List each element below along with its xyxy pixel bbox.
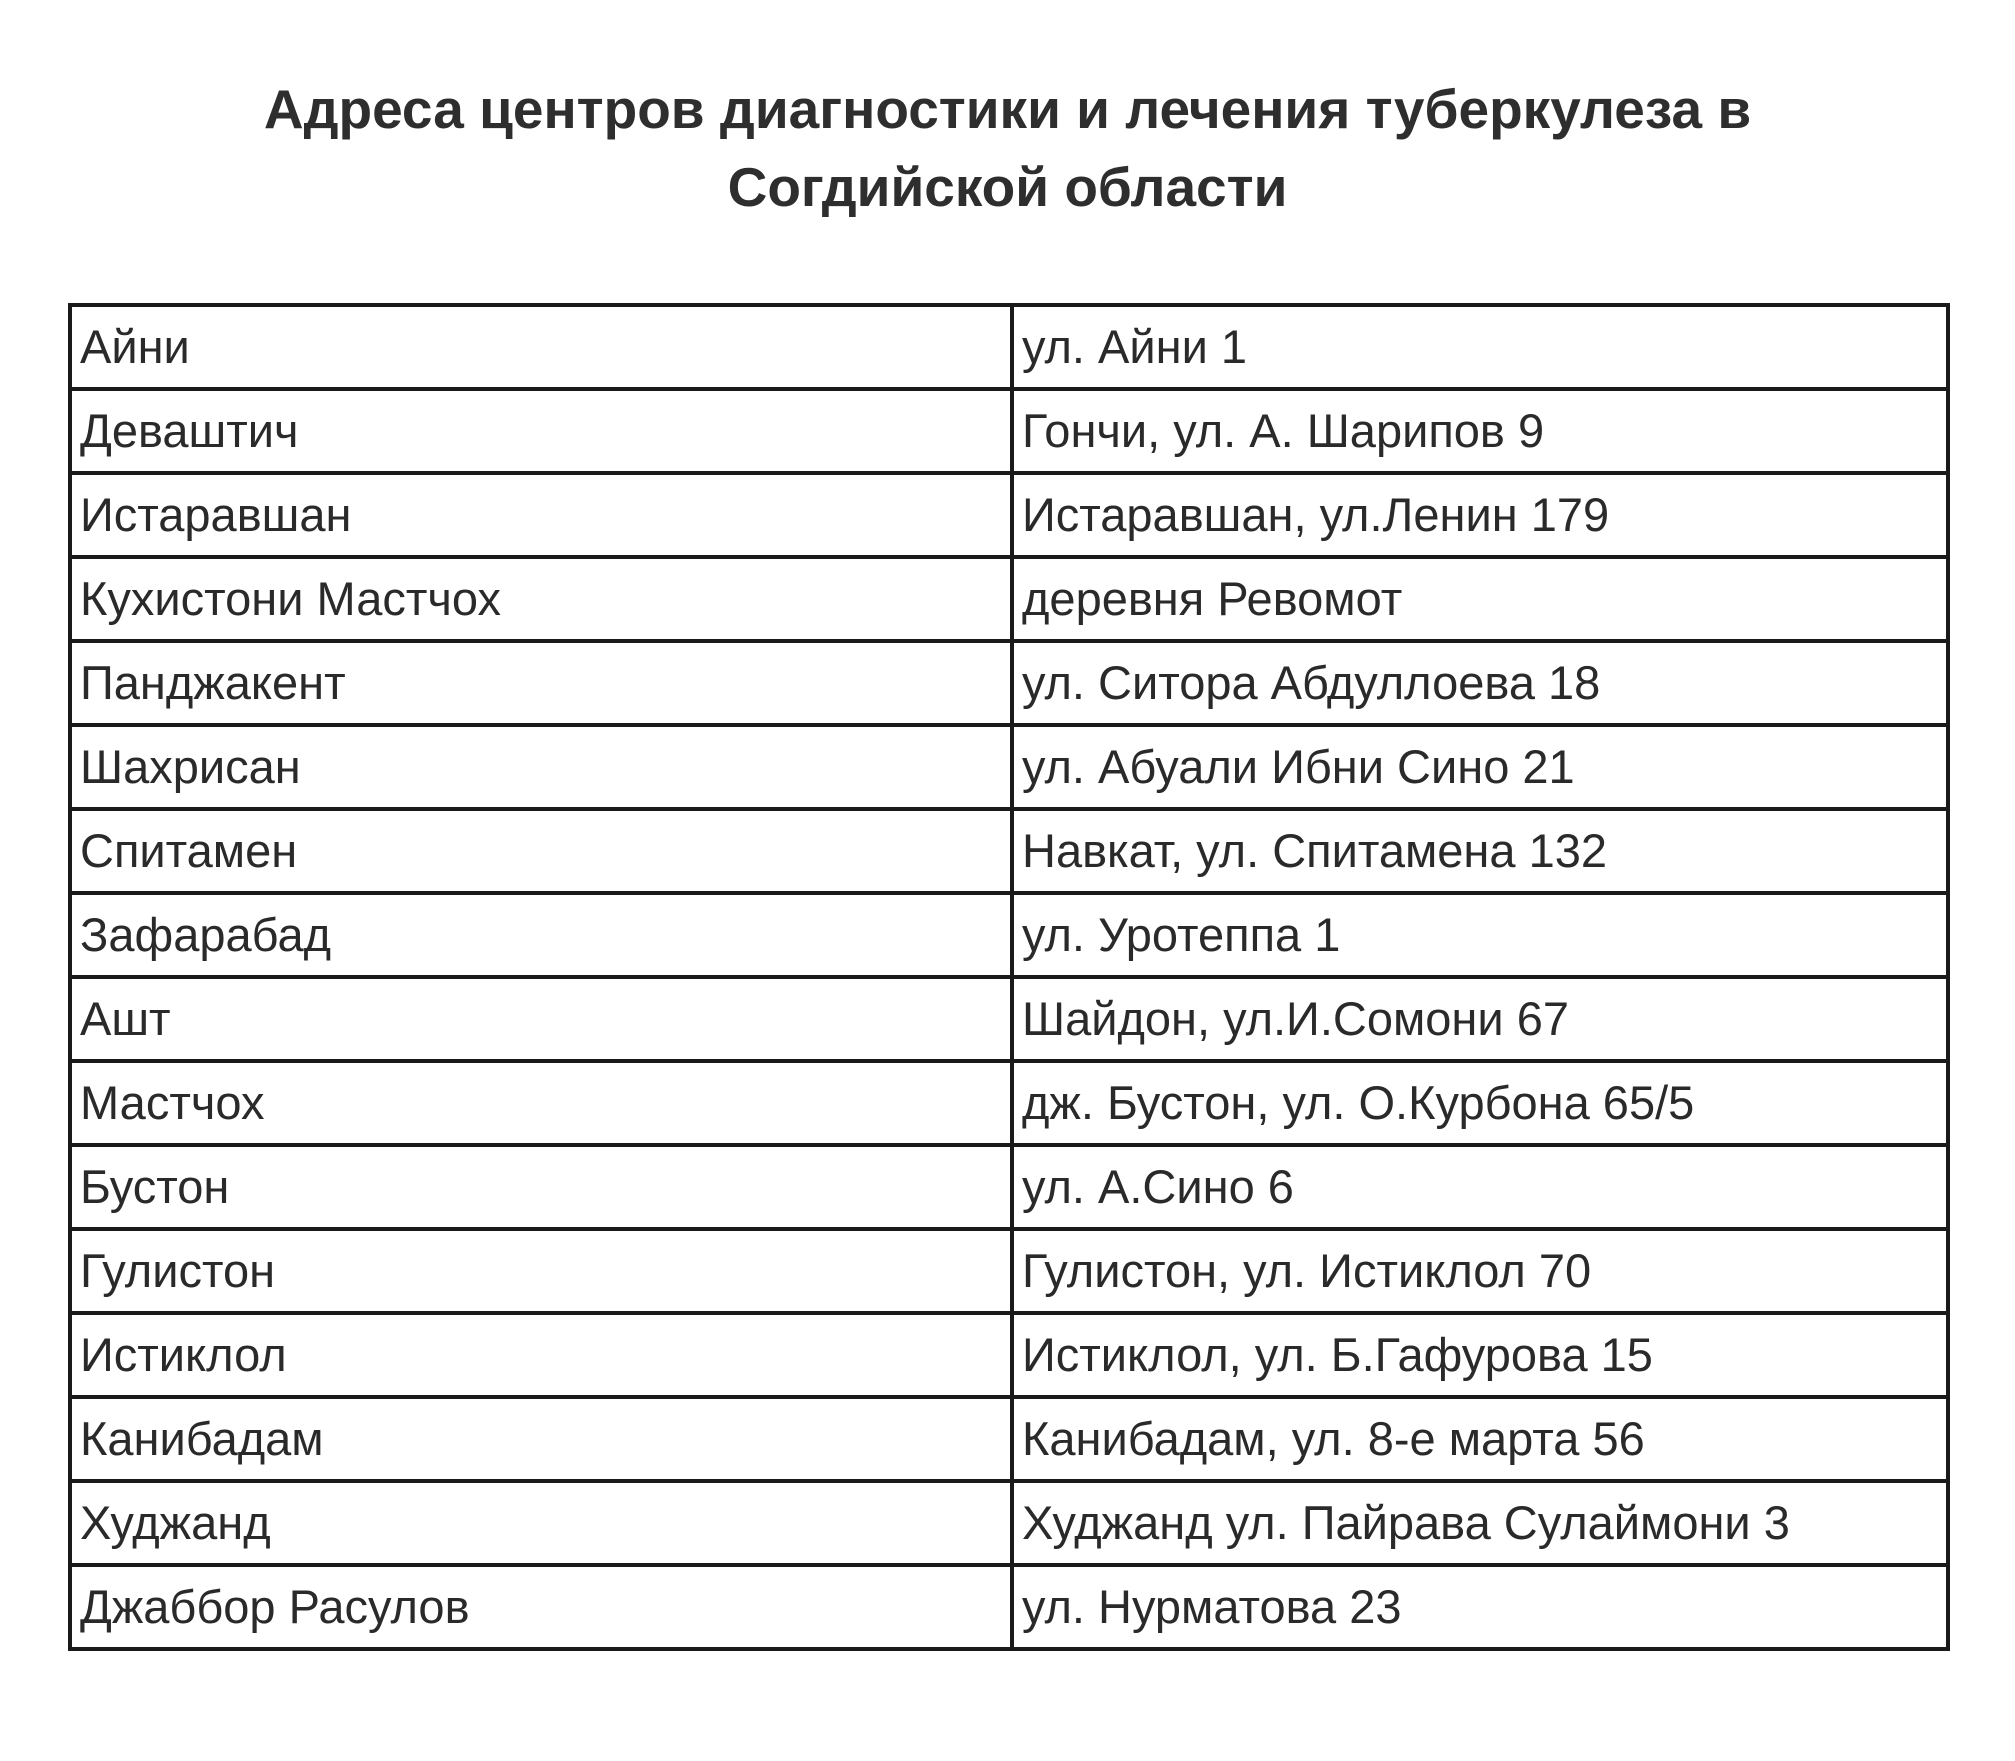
address-cell: Канибадам, ул. 8-е марта 56 [1012,1397,1948,1481]
address-cell: ул. А.Сино 6 [1012,1145,1948,1229]
table-row [70,641,1948,725]
district-cell: Истиклол [70,1313,1012,1397]
table-row [70,1481,1948,1565]
address-cell: дж. Бустон, ул. О.Курбона 65/5 [1012,1061,1948,1145]
address-cell: деревня Ревомот [1012,557,1948,641]
table-row [70,1565,1948,1649]
address-cell: Худжанд ул. Пайрава Сулаймони 3 [1012,1481,1948,1565]
address-table-body [70,305,1948,1649]
address-cell: ул. Айни 1 [1012,305,1948,389]
district-cell: Бустон [70,1145,1012,1229]
table-row [70,893,1948,977]
table-row [70,557,1948,641]
table-row [70,1229,1948,1313]
district-cell: Джаббор Расулов [70,1565,1012,1649]
district-cell: Худжанд [70,1481,1012,1565]
district-cell: Истаравшан [70,473,1012,557]
district-cell: Зафарабад [70,893,1012,977]
page-title-line-1: Адреса центров диагностики и лечения туберкулеза в [263,78,1752,140]
address-cell: Шайдон, ул.И.Сомони 67 [1012,977,1948,1061]
district-cell: Панджакент [70,641,1012,725]
address-cell: ул. Нурматова 23 [1012,1565,1948,1649]
page-title [0,70,2015,226]
district-cell: Мастчох [70,1061,1012,1145]
table-row [70,725,1948,809]
district-cell: Канибадам [70,1397,1012,1481]
table-row [70,977,1948,1061]
table-row [70,1397,1948,1481]
table-row [70,1145,1948,1229]
address-cell: Гончи, ул. А. Шарипов 9 [1012,389,1948,473]
table-row [70,809,1948,893]
page-title-line-2: Согдийской области [727,156,1288,218]
table-row [70,473,1948,557]
address-cell: ул. Уротеппа 1 [1012,893,1948,977]
district-cell: Деваштич [70,389,1012,473]
address-cell: Гулистон, ул. Истиклол 70 [1012,1229,1948,1313]
address-table [68,303,1950,1651]
table-row [70,1061,1948,1145]
table-row [70,305,1948,389]
address-cell: Навкат, ул. Спитамена 132 [1012,809,1948,893]
district-cell: Ашт [70,977,1012,1061]
district-cell: Айни [70,305,1012,389]
address-cell: ул. Абуали Ибни Сино 21 [1012,725,1948,809]
district-cell: Кухистони Мастчох [70,557,1012,641]
address-cell: Истаравшан, ул.Ленин 179 [1012,473,1948,557]
table-row [70,1313,1948,1397]
address-cell: ул. Ситора Абдуллоева 18 [1012,641,1948,725]
district-cell: Шахрисан [70,725,1012,809]
address-cell: Истиклол, ул. Б.Гафурова 15 [1012,1313,1948,1397]
district-cell: Спитамен [70,809,1012,893]
table-row [70,389,1948,473]
district-cell: Гулистон [70,1229,1012,1313]
